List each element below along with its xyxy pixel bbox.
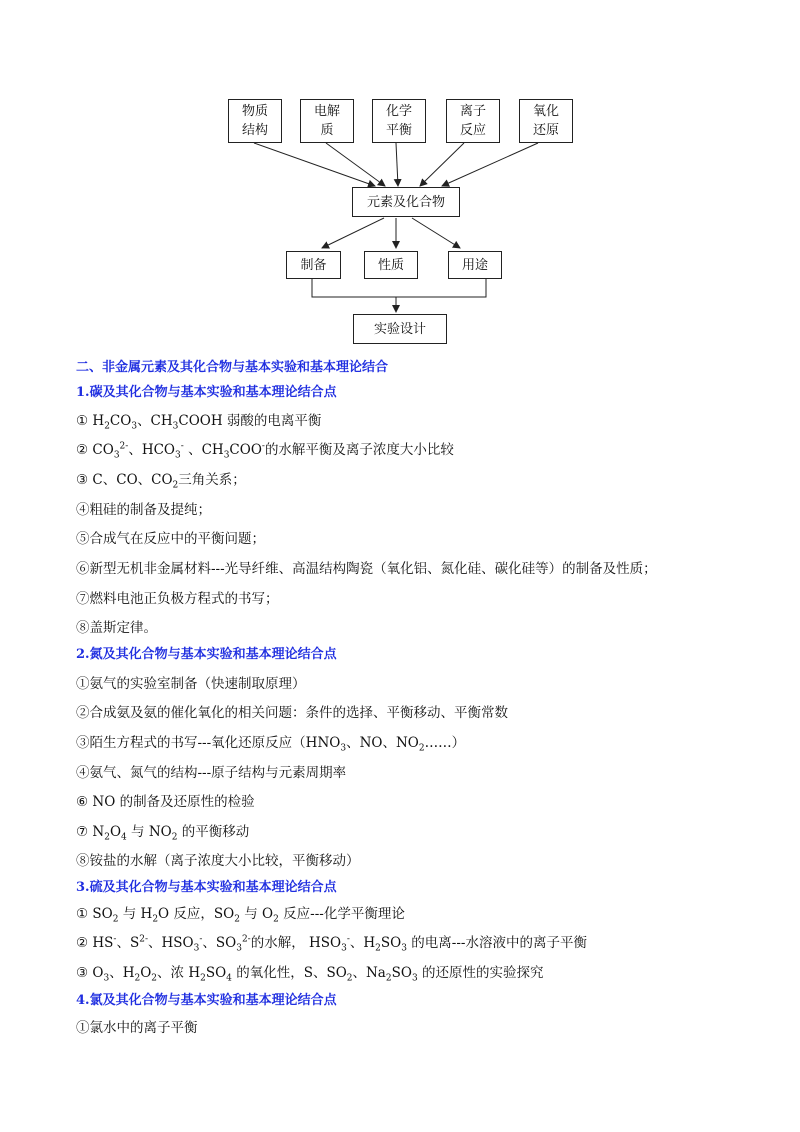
box-preparation: 制备 xyxy=(286,251,341,279)
diagram-connectors xyxy=(0,0,800,350)
nitrogen-item-7: ⑧铵盐的水解（离子浓度大小比较，平衡移动） xyxy=(76,853,360,869)
chlorine-heading: 4.氯及其化合物与基本实验和基本理论结合点 xyxy=(76,993,337,1008)
sulfur-heading: 3.硫及其化合物与基本实验和基本理论结合点 xyxy=(76,880,337,895)
box-redox: 氧化 还原 xyxy=(519,99,573,143)
box-properties: 性质 xyxy=(364,251,418,279)
merge-line xyxy=(312,279,486,297)
carbon-item-7: ⑦燃料电池正负极方程式的书写； xyxy=(76,591,279,607)
box-material-structure: 物质 结构 xyxy=(228,99,282,143)
nitrogen-item-2: ②合成氨及氨的催化氧化的相关问题：条件的选择、平衡移动、平衡常数 xyxy=(76,705,508,721)
arrow-structure xyxy=(254,143,375,186)
arrow-preparation xyxy=(322,218,384,248)
box-elements-compounds: 元素及化合物 xyxy=(352,187,460,217)
box-experiment-design: 实验设计 xyxy=(353,314,447,344)
carbon-item-5: ⑤合成气在反应中的平衡问题； xyxy=(76,531,265,547)
carbon-item-4: ④粗硅的制备及提纯； xyxy=(76,502,211,518)
box-chemical-equilibrium: 化学 平衡 xyxy=(372,99,426,143)
nitrogen-item-5: ⑥ NO 的制备及还原性的检验 xyxy=(76,794,255,810)
box-ionic-reaction: 离子 反应 xyxy=(446,99,500,143)
carbon-item-3: ③ C、CO、$CO_2$三角关系； xyxy=(76,472,246,491)
sulfur-item-2: ② HS-、$S^{2-}$、$HSO_3^-$、$SO_3^{2-}$的水解， $HSO_3^-$、$H_2SO_3$ 的电离---水溶液中的离子平衡 xyxy=(76,934,587,954)
sulfur-item-3: ③ $O_3$、$H_2O_2$、浓 $H_2SO_4$ 的氧化性，S、$SO_2$、$Na_2SO_3$ 的还原性的实验探究 xyxy=(76,965,544,984)
nitrogen-item-6: ⑦ $N_2O_4$ 与 $NO_2$ 的平衡移动 xyxy=(76,824,250,843)
carbon-item-8: ⑧盖斯定律。 xyxy=(76,620,157,636)
arrow-redox xyxy=(442,143,538,186)
box-uses: 用途 xyxy=(448,251,502,279)
section-title: 二、非金属元素及其化合物与基本实验和基本理论结合 xyxy=(76,360,389,375)
carbon-item-6: ⑥新型无机非金属材料---光导纤维、高温结构陶瓷（氧化铝、氮化硅、碳化硅等）的制备及性质； xyxy=(76,561,657,577)
carbon-item-1: ① $H_2CO_3$、$CH_3COOH$ 弱酸的电离平衡 xyxy=(76,413,322,432)
arrow-equilibrium xyxy=(396,143,398,186)
nitrogen-heading: 2.氮及其化合物与基本实验和基本理论结合点 xyxy=(76,647,337,662)
box-electrolyte: 电解 质 xyxy=(300,99,354,143)
carbon-heading: 1.碳及其化合物与基本实验和基本理论结合点 xyxy=(76,385,337,400)
flow-diagram xyxy=(0,0,800,350)
chlorine-item-1: ①氯水中的离子平衡 xyxy=(76,1020,198,1036)
nitrogen-item-4: ④氨气、氮气的结构---原子结构与元素周期率 xyxy=(76,765,347,781)
carbon-item-2: ② $CO_3^{2-}$、$HCO_3^-$ 、$CH_3COO^-$的水解平衡及离子浓度大小比较 xyxy=(76,441,454,461)
arrow-uses xyxy=(412,218,460,248)
nitrogen-item-3: ③陌生方程式的书写---氧化还原反应（$HNO_3$、NO、$NO_2\dots\dots$） xyxy=(76,735,466,754)
sulfur-item-1: ① $SO_2$ 与 $H_2O$ 反应，$SO_2$ 与 $O_2$ 反应---化学平衡理论 xyxy=(76,906,405,925)
nitrogen-item-1: ①氨气的实验室制备（快速制取原理） xyxy=(76,676,306,692)
